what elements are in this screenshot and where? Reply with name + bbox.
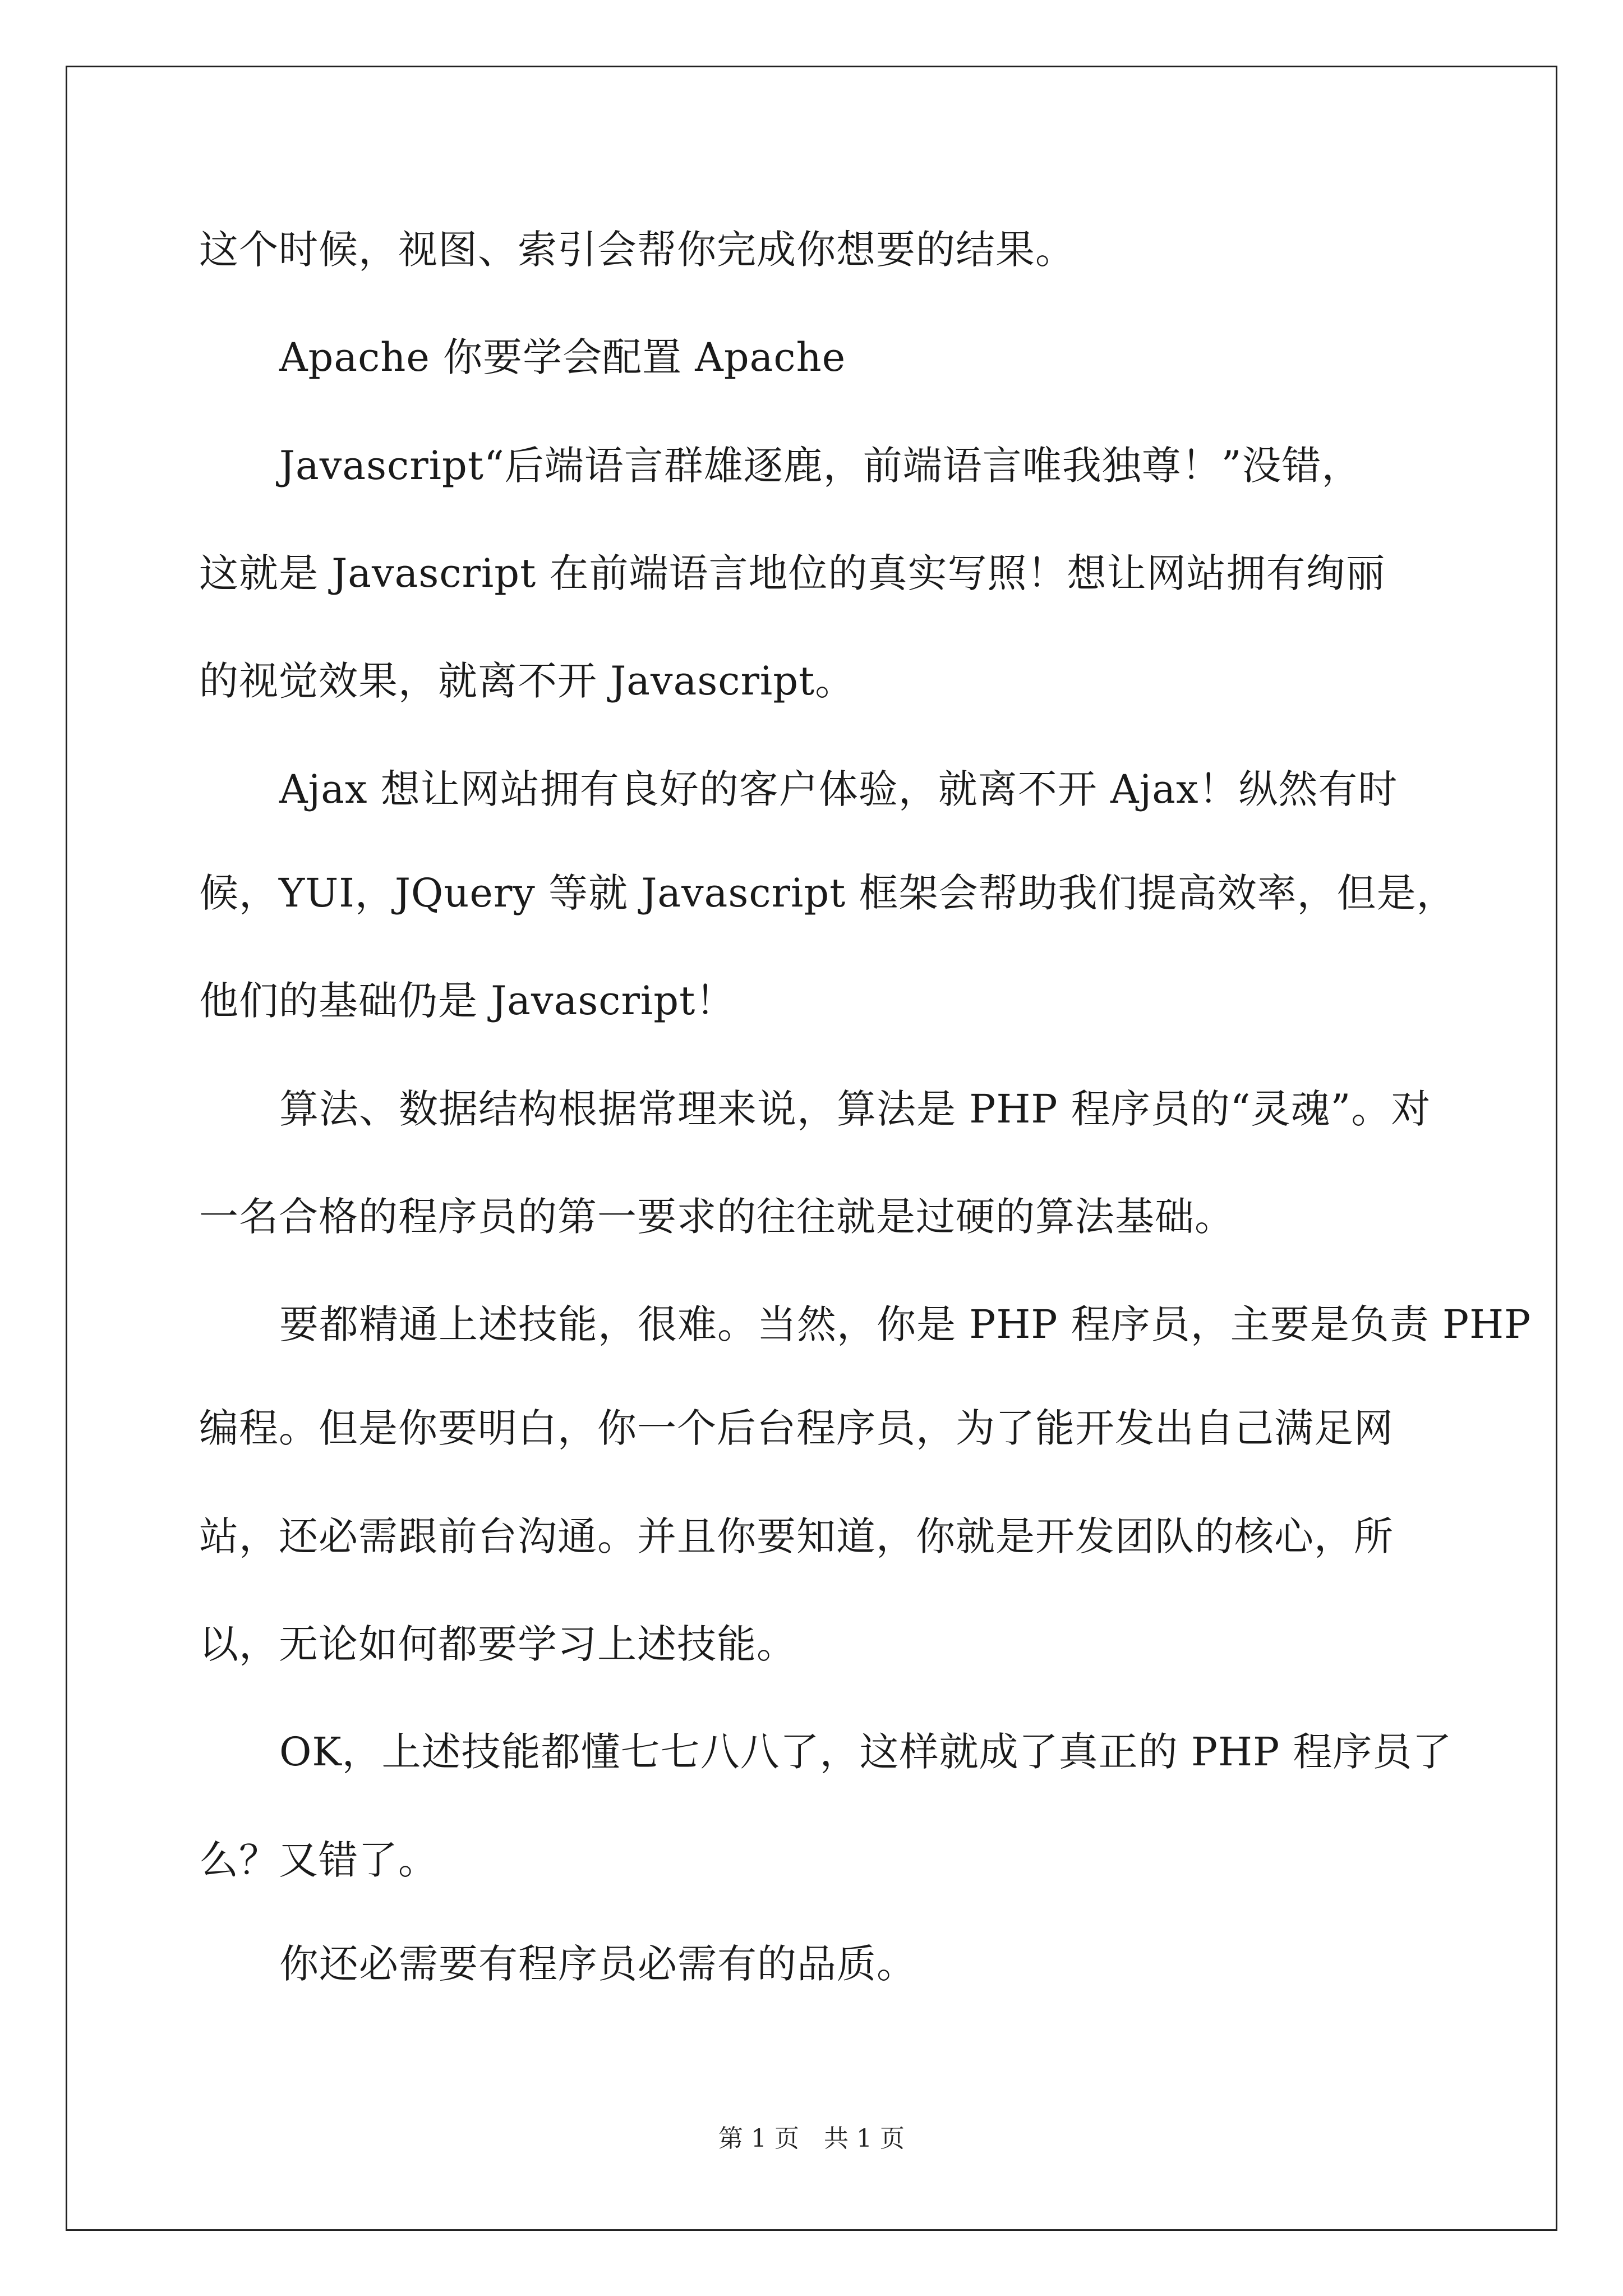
- paragraph-line: 站，还必需跟前台沟通。并且你要知道，你就是开发团队的核心，所: [199, 1513, 1394, 1559]
- paragraph-line: 一名合格的程序员的第一要求的往往就是过硬的算法基础。: [199, 1194, 1234, 1240]
- paragraph-line: 以，无论如何都要学习上述技能。: [199, 1621, 796, 1667]
- paragraph-line: Javascript“后端语言群雄逐鹿，前端语言唯我独尊！”没错，: [279, 443, 1362, 489]
- paragraph-line: 候，YUI，JQuery 等就 Javascript 框架会帮助我们提高效率，但是，: [199, 870, 1456, 916]
- paragraph-line: 这个时候，视图、索引会帮你完成你想要的结果。: [199, 227, 1075, 273]
- paragraph-line: 他们的基础仍是 Javascript！: [199, 978, 736, 1024]
- paragraph-line: OK，上述技能都懂七七八八了，这样就成了真正的 PHP 程序员了: [279, 1729, 1453, 1775]
- paragraph-line: 算法、数据结构根据常理来说，算法是 PHP 程序员的“灵魂”。对: [279, 1086, 1431, 1132]
- paragraph-line: 的视觉效果，就离不开 Javascript。: [199, 658, 855, 704]
- page-number: 第 1 页 共 1 页: [718, 2124, 905, 2153]
- paragraph-line: Ajax 想让网站拥有良好的客户体验，就离不开 Ajax！纵然有时: [279, 766, 1398, 812]
- paragraph-line: 这就是 Javascript 在前端语言地位的真实写照！想让网站拥有绚丽: [199, 550, 1386, 596]
- paragraph-line: 编程。但是你要明白，你一个后台程序员，为了能开发出自己满足网: [199, 1405, 1394, 1451]
- page-border: [66, 66, 1557, 2231]
- paragraph-line: 你还必需要有程序员必需有的品质。: [279, 1941, 916, 1987]
- paragraph-line: 么？又错了。: [199, 1837, 438, 1883]
- paragraph-line: Apache 你要学会配置 Apache: [279, 334, 846, 380]
- paragraph-line: 要都精通上述技能，很难。当然，你是 PHP 程序员，主要是负责 PHP: [279, 1301, 1532, 1347]
